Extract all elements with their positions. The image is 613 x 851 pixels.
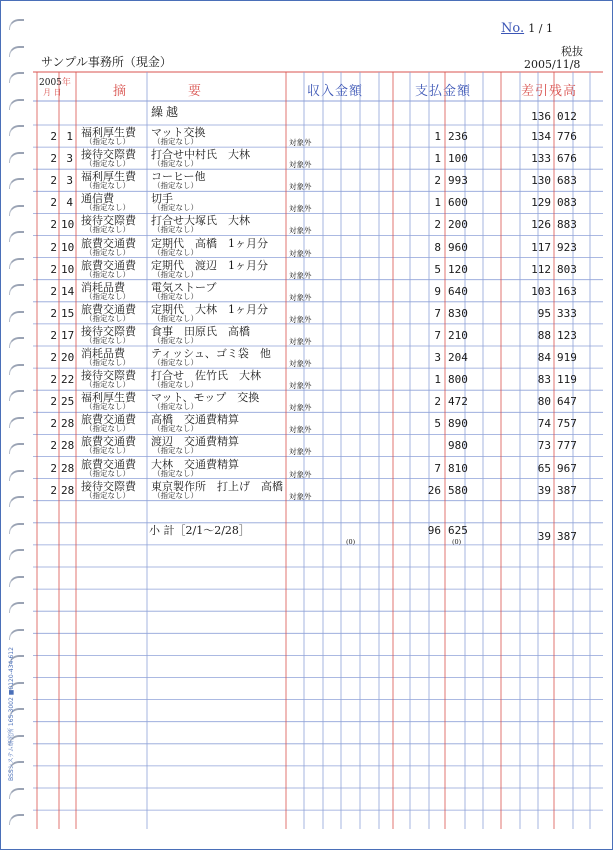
row-description: 食事 田原氏 高橋 <box>151 324 250 338</box>
row-payment-hi: 5 <box>434 262 441 276</box>
row-balance-lo: 683 <box>557 174 577 188</box>
row-balance-lo: 803 <box>557 262 577 276</box>
row-description: 高橋 交通費精算 <box>151 413 239 427</box>
subtotal-balance-hi: 39 <box>537 530 551 543</box>
row-payment-hi: 2 <box>434 395 441 409</box>
row-description: 切手 <box>151 192 173 206</box>
row-account-sub: （指定なし） <box>85 402 130 412</box>
row-month: 2 <box>50 373 57 387</box>
row-month: 2 <box>50 395 57 409</box>
row-balance-lo: 163 <box>557 284 577 298</box>
company-name: サンプル事務所（現金） <box>41 55 172 69</box>
row-account: 旅費交通費 <box>81 435 136 449</box>
row-payment-lo: 236 <box>448 130 468 143</box>
row-day: 15 <box>61 306 75 320</box>
row-balance-hi: 112 <box>531 262 551 276</box>
subtotal-pay-hi: 96 <box>427 524 441 537</box>
row-balance-hi: 84 <box>537 351 551 364</box>
row-tax-class: 対象外 <box>289 381 312 391</box>
row-tax-class: 対象外 <box>289 226 312 236</box>
row-tax-class: 対象外 <box>289 292 312 302</box>
subtotal-pay-lo: 625 <box>448 524 468 537</box>
row-payment-lo: 993 <box>448 174 468 188</box>
row-balance-hi: 73 <box>537 439 551 453</box>
header-income: 収入金額 <box>307 84 364 99</box>
row-balance-hi: 95 <box>537 306 551 320</box>
row-payment-lo: 960 <box>448 240 468 254</box>
header-balance: 差引残高 <box>521 84 578 99</box>
row-payment-lo: 600 <box>448 196 468 210</box>
row-payment-lo: 100 <box>448 152 468 166</box>
row-tax-class: 対象外 <box>289 447 312 457</box>
row-day: 22 <box>61 373 75 387</box>
row-account: 接待交際費 <box>81 214 136 228</box>
row-day: 1 <box>66 130 73 143</box>
row-account-sub: （指定なし） <box>85 446 130 456</box>
row-month: 2 <box>50 284 57 298</box>
row-payment-hi: 26 <box>427 483 441 497</box>
row-description: 打合せ大塚氏 大林 <box>151 214 250 228</box>
carry-forward-balance-hi: 136 <box>531 110 551 123</box>
row-description: 定期代 大林 1ヶ月分 <box>151 302 268 316</box>
row-description: マット、モップ 交換 <box>151 391 260 405</box>
row-account: 通信費 <box>81 192 114 206</box>
carry-forward-balance-lo: 012 <box>557 110 577 123</box>
row-description-sub: （指定なし） <box>153 380 198 390</box>
row-account: 旅費交通費 <box>81 413 136 427</box>
row-account: 消耗品費 <box>81 347 125 360</box>
row-day: 28 <box>61 483 75 497</box>
row-month: 2 <box>50 306 57 320</box>
row-description: 定期代 高橋 1ヶ月分 <box>151 236 268 250</box>
row-account-sub: （指定なし） <box>85 159 130 169</box>
row-payment-lo: 210 <box>448 328 468 342</box>
row-month: 2 <box>50 196 57 210</box>
row-balance-hi: 129 <box>531 196 551 210</box>
row-description: マット交換 <box>151 126 206 139</box>
row-day: 10 <box>61 262 75 276</box>
row-balance-hi: 74 <box>537 417 551 431</box>
row-balance-hi: 133 <box>531 152 551 166</box>
row-month: 2 <box>50 240 57 254</box>
row-payment-hi: 7 <box>434 328 441 342</box>
row-account-sub: （指定なし） <box>85 490 130 500</box>
row-balance-lo: 083 <box>557 196 577 210</box>
row-balance-lo: 387 <box>557 483 577 497</box>
row-month: 2 <box>50 351 57 364</box>
row-month: 2 <box>50 218 57 232</box>
row-account: 消耗品費 <box>81 280 125 294</box>
row-description: 東京製作所 打上げ 高橋 <box>151 479 283 493</box>
row-tax-class: 対象外 <box>289 425 312 435</box>
row-tax-class: 対象外 <box>289 359 312 368</box>
row-tax-class: 対象外 <box>289 138 312 147</box>
row-balance-hi: 80 <box>537 395 551 409</box>
row-tax-class: 対象外 <box>289 491 312 501</box>
row-month: 2 <box>50 328 57 342</box>
row-description: 定期代 渡辺 1ヶ月分 <box>151 258 268 272</box>
subtotal-balance-lo: 387 <box>557 530 577 543</box>
row-tax-class: 対象外 <box>289 469 312 479</box>
row-description-sub: （指定なし） <box>153 203 198 213</box>
row-payment-lo: 472 <box>448 395 468 409</box>
row-tax-class: 対象外 <box>289 314 312 324</box>
row-account: 福利厚生費 <box>81 170 136 184</box>
row-day: 28 <box>61 439 75 453</box>
row-account: 旅費交通費 <box>81 236 136 250</box>
side-imprint <box>6 611 16 781</box>
row-tax-class: 対象外 <box>289 160 312 170</box>
header-year-value: 2005 <box>39 78 62 88</box>
page-number-value: 1 / 1 <box>528 22 553 35</box>
row-description-sub: （指定なし） <box>153 490 198 500</box>
row-day: 20 <box>61 351 75 364</box>
row-payment-hi: 7 <box>434 461 441 475</box>
row-payment-lo: 830 <box>448 306 468 320</box>
row-account: 接待交際費 <box>81 479 136 493</box>
row-description-sub: （指定なし） <box>153 247 198 257</box>
row-description: 大林 交通費精算 <box>151 457 239 471</box>
row-balance-lo: 777 <box>557 439 577 453</box>
row-day: 17 <box>61 328 75 342</box>
row-balance-hi: 103 <box>531 284 551 298</box>
row-day: 4 <box>66 196 73 210</box>
row-payment-hi: 3 <box>434 351 441 364</box>
row-balance-lo: 919 <box>557 351 577 364</box>
row-description-sub: （指定なし） <box>153 313 198 323</box>
row-month: 2 <box>50 461 57 475</box>
row-payment-hi: 1 <box>434 152 441 166</box>
page-number-label: No. <box>501 21 525 36</box>
row-day: 28 <box>61 461 75 475</box>
row-payment-lo: 120 <box>448 262 468 276</box>
row-month: 2 <box>50 483 57 497</box>
header-year-unit: 年 <box>61 78 71 88</box>
row-balance-lo: 776 <box>557 130 577 143</box>
subtotal-income-count: (0) <box>346 538 356 546</box>
row-description-sub: （指定なし） <box>153 402 198 412</box>
header-month-day: 月 日 <box>43 88 62 97</box>
row-balance-lo: 883 <box>557 218 577 232</box>
row-payment-hi: 7 <box>434 306 441 320</box>
row-payment-hi: 9 <box>434 284 441 298</box>
row-balance-lo: 967 <box>557 461 577 475</box>
row-payment-hi: 5 <box>434 417 441 431</box>
row-description-sub: （指定なし） <box>153 291 198 301</box>
row-account-sub: （指定なし） <box>85 247 130 257</box>
row-description-sub: （指定なし） <box>153 181 198 191</box>
row-day: 25 <box>61 395 75 409</box>
row-payment-hi: 1 <box>434 196 441 210</box>
carry-forward-label: 繰越 <box>151 105 182 119</box>
row-payment-hi: 1 <box>434 130 441 143</box>
row-account: 旅費交通費 <box>81 302 136 316</box>
row-payment-lo: 800 <box>448 373 468 387</box>
header-payment: 支払金額 <box>415 84 472 99</box>
row-tax-class: 対象外 <box>289 403 312 413</box>
row-account: 旅費交通費 <box>81 258 136 272</box>
row-description: 打合せ中村氏 大林 <box>151 148 250 162</box>
row-balance-lo: 123 <box>557 328 577 342</box>
row-account-sub: （指定なし） <box>85 225 130 235</box>
row-day: 14 <box>61 284 75 298</box>
row-month: 2 <box>50 262 57 276</box>
subtotal-label: 小 計［2/1～2/28］ <box>149 524 250 537</box>
row-account: 接待交際費 <box>81 369 136 383</box>
subtotal-pay-count: (0) <box>452 538 462 546</box>
row-description: 渡辺 交通費精算 <box>151 435 239 449</box>
row-balance-hi: 65 <box>537 461 551 475</box>
side-imprint-text: BSSシステム研究所 165-3002 ■0120-434-612 <box>8 647 15 781</box>
row-balance-lo: 676 <box>557 152 577 166</box>
row-day: 10 <box>61 240 75 254</box>
row-account-sub: （指定なし） <box>85 269 130 279</box>
row-account-sub: （指定なし） <box>85 358 130 367</box>
row-tax-class: 対象外 <box>289 336 312 346</box>
row-month: 2 <box>50 439 57 453</box>
row-payment-hi: 1 <box>434 373 441 387</box>
row-account: 福利厚生費 <box>81 391 136 405</box>
row-payment-lo: 640 <box>448 284 468 298</box>
row-account: 接待交際費 <box>81 324 136 338</box>
row-payment-lo: 810 <box>448 461 468 475</box>
row-payment-lo: 890 <box>448 417 468 431</box>
row-payment-lo: 580 <box>448 483 468 497</box>
row-balance-lo: 923 <box>557 240 577 254</box>
row-description-sub: （指定なし） <box>153 358 198 367</box>
row-account-sub: （指定なし） <box>85 313 130 323</box>
row-month: 2 <box>50 130 57 143</box>
row-tax-class: 対象外 <box>289 204 312 214</box>
row-balance-lo: 757 <box>557 417 577 431</box>
row-account-sub: （指定なし） <box>85 203 130 213</box>
row-payment-hi: 8 <box>434 240 441 254</box>
row-account-sub: （指定なし） <box>85 380 130 390</box>
row-account-sub: （指定なし） <box>85 424 130 434</box>
row-month: 2 <box>50 417 57 431</box>
row-balance-hi: 126 <box>531 218 551 232</box>
print-date: 2005/11/8 <box>524 58 581 71</box>
row-description: 電気ストーブ <box>151 280 217 294</box>
row-balance-hi: 39 <box>537 483 551 497</box>
row-description-sub: （指定なし） <box>153 468 198 478</box>
row-payment-hi: 2 <box>434 218 441 232</box>
tax-mode: 税抜 <box>561 45 583 58</box>
row-balance-hi: 83 <box>537 373 551 387</box>
row-account-sub: （指定なし） <box>85 137 130 146</box>
row-account: 旅費交通費 <box>81 457 136 471</box>
row-day: 28 <box>61 417 75 431</box>
row-payment-lo: 204 <box>448 351 468 364</box>
row-account: 福利厚生費 <box>81 126 136 139</box>
row-account-sub: （指定なし） <box>85 181 130 191</box>
row-tax-class: 対象外 <box>289 182 312 192</box>
row-day: 3 <box>66 174 73 188</box>
row-balance-hi: 88 <box>537 328 551 342</box>
row-day: 10 <box>61 218 75 232</box>
row-payment-lo: 200 <box>448 218 468 232</box>
row-description-sub: （指定なし） <box>153 446 198 456</box>
row-description-sub: （指定なし） <box>153 424 198 434</box>
row-description: 打合せ 佐竹氏 大林 <box>151 369 261 383</box>
row-balance-lo: 333 <box>557 306 577 320</box>
row-day: 3 <box>66 152 73 166</box>
row-description-sub: （指定なし） <box>153 137 198 146</box>
row-balance-hi: 130 <box>531 174 551 188</box>
row-month: 2 <box>50 174 57 188</box>
row-payment-lo: 980 <box>448 439 468 453</box>
row-description-sub: （指定なし） <box>153 225 198 235</box>
row-balance-lo: 647 <box>557 395 577 409</box>
row-balance-lo: 119 <box>557 373 577 387</box>
row-description-sub: （指定なし） <box>153 335 198 345</box>
row-balance-hi: 117 <box>531 240 551 254</box>
row-tax-class: 対象外 <box>289 270 312 280</box>
page-number <box>501 21 553 36</box>
row-description: ティッシュ、ゴミ袋 他 <box>151 347 271 360</box>
row-account-sub: （指定なし） <box>85 468 130 478</box>
row-payment-hi: 2 <box>434 174 441 188</box>
row-tax-class: 対象外 <box>289 248 312 258</box>
row-account: 接待交際費 <box>81 148 136 162</box>
row-description-sub: （指定なし） <box>153 269 198 279</box>
row-account-sub: （指定なし） <box>85 291 130 301</box>
row-account-sub: （指定なし） <box>85 335 130 345</box>
header-description: 摘 要 <box>113 84 204 99</box>
row-description: コーヒー他 <box>151 170 206 184</box>
row-description-sub: （指定なし） <box>153 159 198 169</box>
row-month: 2 <box>50 152 57 166</box>
row-balance-hi: 134 <box>531 130 551 143</box>
